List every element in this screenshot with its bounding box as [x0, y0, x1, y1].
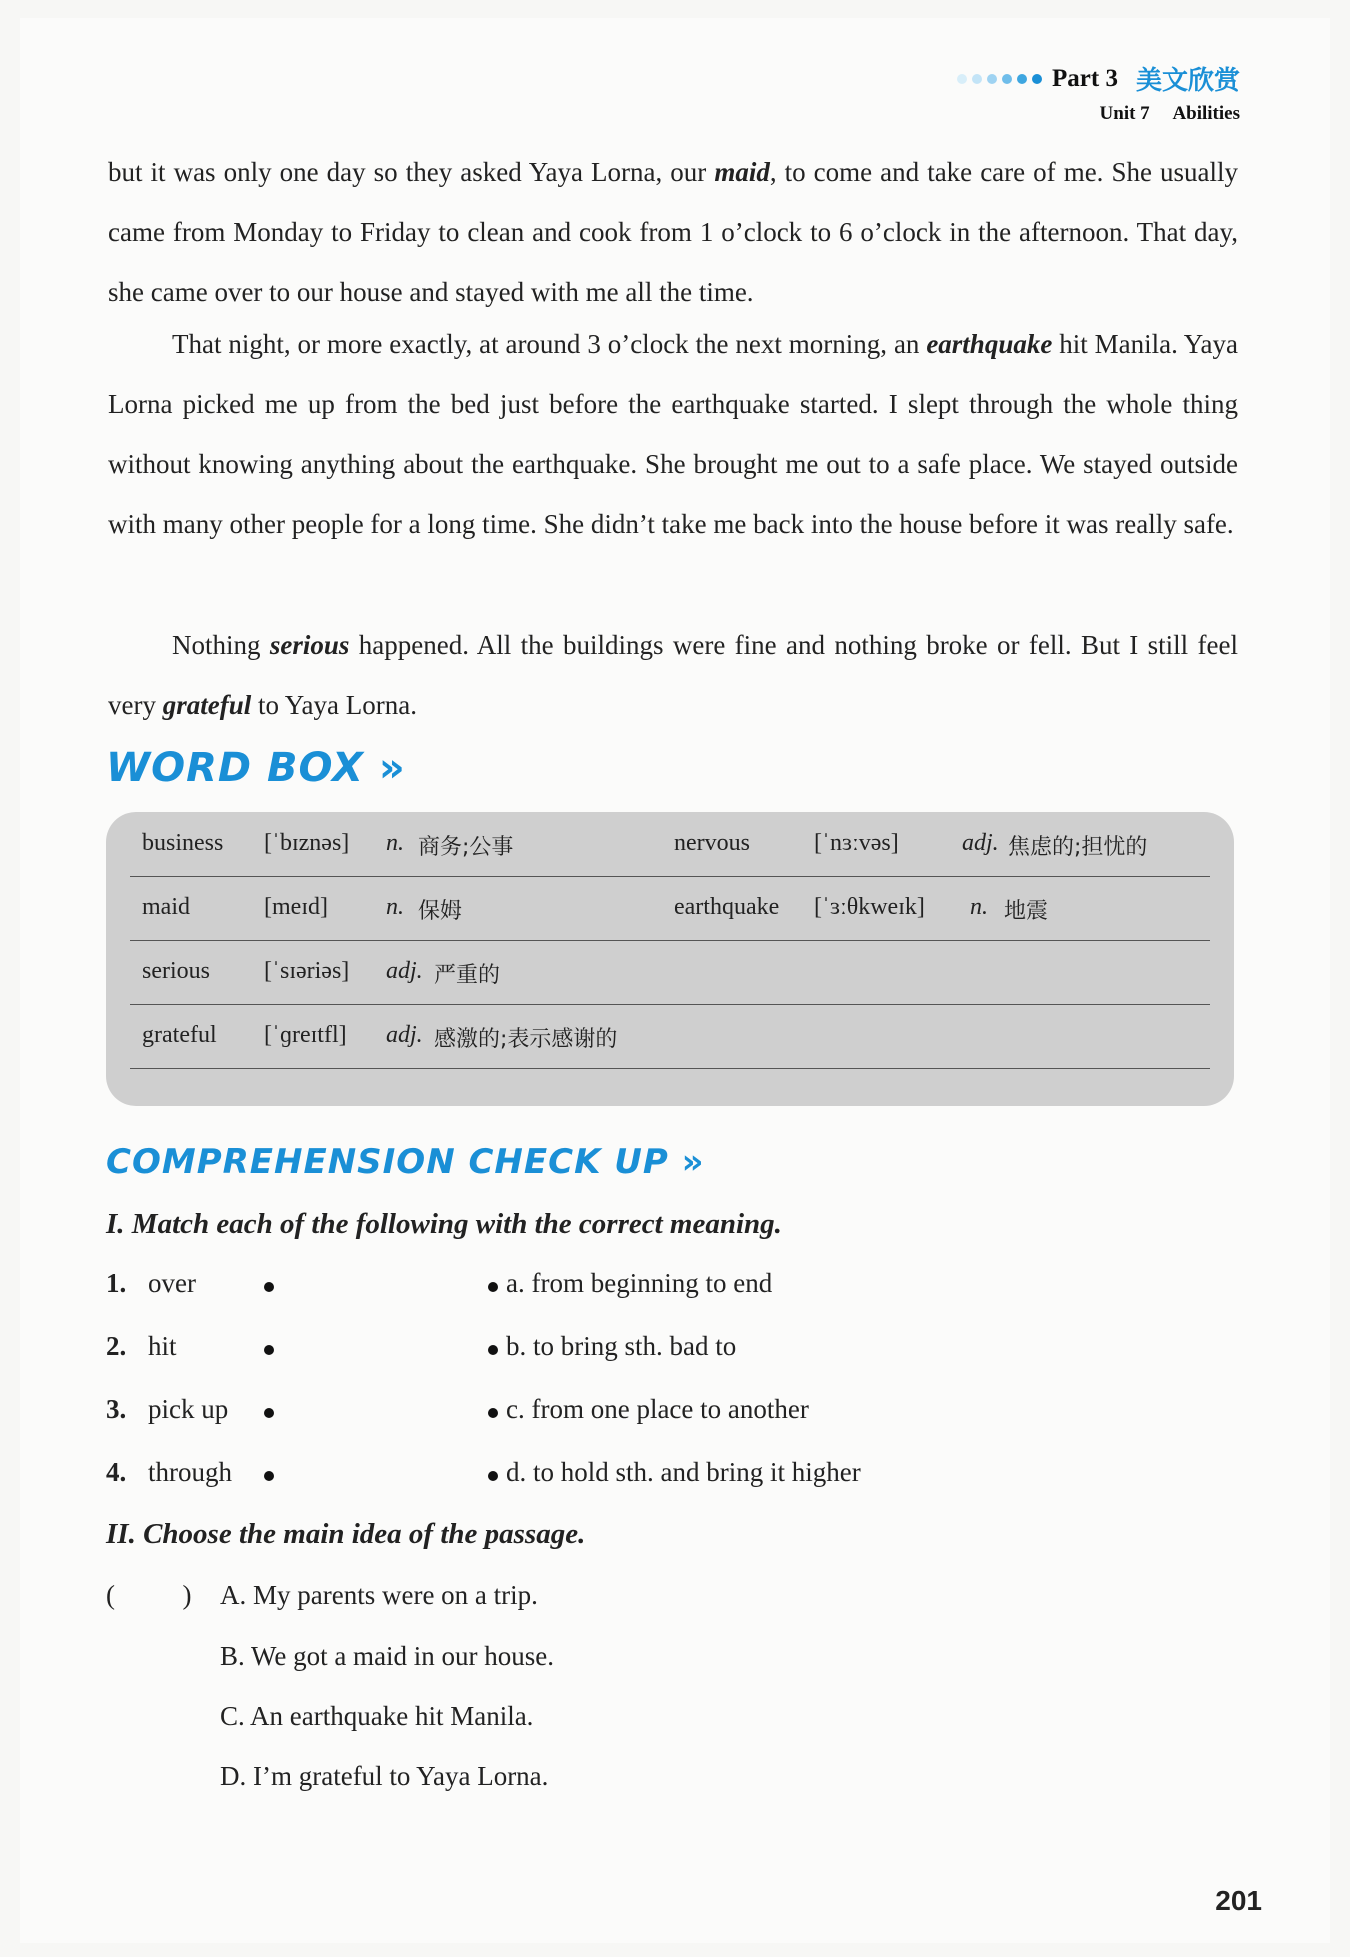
part-of-speech: adj.	[386, 1022, 423, 1048]
word-box-row	[130, 1004, 1210, 1069]
choice-a[interactable]: A. My parents were on a trip.	[220, 1580, 538, 1610]
vocab-word: maid	[142, 894, 190, 920]
dot-icon	[1002, 74, 1012, 84]
word-box-row	[130, 940, 1210, 1005]
phonetic: [ˈsɪəriəs]	[264, 958, 350, 984]
phonetic: [meɪd]	[264, 894, 328, 920]
vocab-word: earthquake	[674, 894, 780, 920]
vocab-word: business	[142, 830, 224, 856]
choice-c[interactable]: C. An earthquake hit Manila.	[220, 1701, 534, 1731]
passage-paragraph-2: That night, or more exactly, at around 3 o’clock the next morning, an earthquake hit Manila. Yaya Lorna picked me up from the bed just before the earthquake started. I slept through the whole thing without knowing anything about the earthquake. She brought me out to a safe place. We stayed outside with many other people for a long time. She didn’t take me back into the house before it was really safe.	[108, 329, 1238, 539]
part-title-cn: 美文欣赏	[1135, 66, 1240, 96]
part-of-speech: n.	[386, 894, 404, 920]
match-dot-right[interactable]	[488, 1408, 498, 1418]
word-box-row	[130, 876, 1210, 941]
match-dot-right[interactable]	[488, 1345, 498, 1355]
question-1-heading: I. Match each of the following with the correct meaning.	[106, 1208, 782, 1240]
word-box	[106, 812, 1234, 1106]
part-of-speech: adj.	[386, 958, 423, 984]
part-of-speech: adj.	[962, 830, 999, 856]
dot-icon	[987, 74, 997, 84]
decorative-dots	[957, 74, 1042, 84]
unit-label: Unit 7	[1099, 103, 1150, 124]
vocab-word: serious	[142, 958, 210, 984]
definition-cn: 严重的	[434, 963, 501, 988]
comprehension-title: COMPREHENSION CHECK UP »	[106, 1142, 705, 1182]
phonetic: [ˈbɪznəs]	[264, 830, 350, 856]
unit-title: Abilities	[1172, 103, 1240, 124]
dot-icon	[957, 74, 967, 84]
definition-cn: 商务;公事	[418, 835, 514, 860]
word-box-row	[130, 812, 1210, 877]
vocab-word: grateful	[142, 1022, 217, 1048]
dot-icon	[972, 74, 982, 84]
choice-b[interactable]: B. We got a maid in our house.	[220, 1641, 555, 1671]
match-dot-left[interactable]	[264, 1282, 274, 1292]
keyword-grateful: grateful	[162, 690, 252, 720]
match-dot-right[interactable]	[488, 1471, 498, 1481]
answer-blank[interactable]: ( )	[106, 1580, 192, 1610]
phonetic: [ˈnɜːvəs]	[814, 830, 899, 856]
part-of-speech: n.	[386, 830, 404, 856]
match-dot-left[interactable]	[264, 1408, 274, 1418]
keyword-maid: maid	[714, 157, 770, 187]
match-item: 1. over a. from beginning to end	[106, 1268, 773, 1298]
match-dot-right[interactable]	[488, 1282, 498, 1292]
vocab-word: nervous	[674, 830, 750, 856]
match-dot-left[interactable]	[264, 1345, 274, 1355]
keyword-serious: serious	[269, 630, 350, 660]
match-dot-left[interactable]	[264, 1471, 274, 1481]
match-item: 2. hit b. to bring sth. bad to	[106, 1331, 737, 1361]
match-item: 3. pick up c. from one place to another	[106, 1394, 809, 1424]
part-of-speech: n.	[970, 894, 988, 920]
definition-cn: 地震	[1004, 899, 1049, 924]
double-chevron-icon: »	[378, 745, 406, 791]
definition-cn: 保姆	[418, 899, 463, 924]
part-label: Part 3	[1052, 64, 1118, 92]
dot-icon	[1017, 74, 1027, 84]
page-header	[957, 60, 1240, 125]
passage-paragraph-3: Nothing serious happened. All the buildings were fine and nothing broke or fell. But I still feel very grateful to Yaya Lorna.	[108, 630, 1238, 720]
double-chevron-icon: »	[681, 1142, 705, 1182]
dot-icon	[1032, 74, 1042, 84]
passage-paragraph-1: but it was only one day so they asked Yaya Lorna, our maid, to come and take care of me. She usually came from Monday to Friday to clean and cook from 1 o’clock to 6 o’clock in the afternoon. That day, she came over to our house and stayed with me all the time.	[108, 157, 1238, 307]
keyword-earthquake: earthquake	[926, 329, 1053, 359]
phonetic: [ˈɜːθkweɪk]	[814, 894, 925, 920]
phonetic: [ˈɡreɪtfl]	[264, 1022, 347, 1048]
word-box-title: WORD BOX »	[106, 745, 406, 791]
page-number: 201	[1215, 1885, 1262, 1916]
match-item: 4. through d. to hold sth. and bring it higher	[106, 1457, 861, 1487]
definition-cn: 焦虑的;担忧的	[1008, 835, 1148, 860]
choice-d[interactable]: D. I’m grateful to Yaya Lorna.	[220, 1761, 549, 1791]
question-2-heading: II. Choose the main idea of the passage.	[106, 1518, 586, 1550]
definition-cn: 感激的;表示感谢的	[434, 1027, 618, 1052]
